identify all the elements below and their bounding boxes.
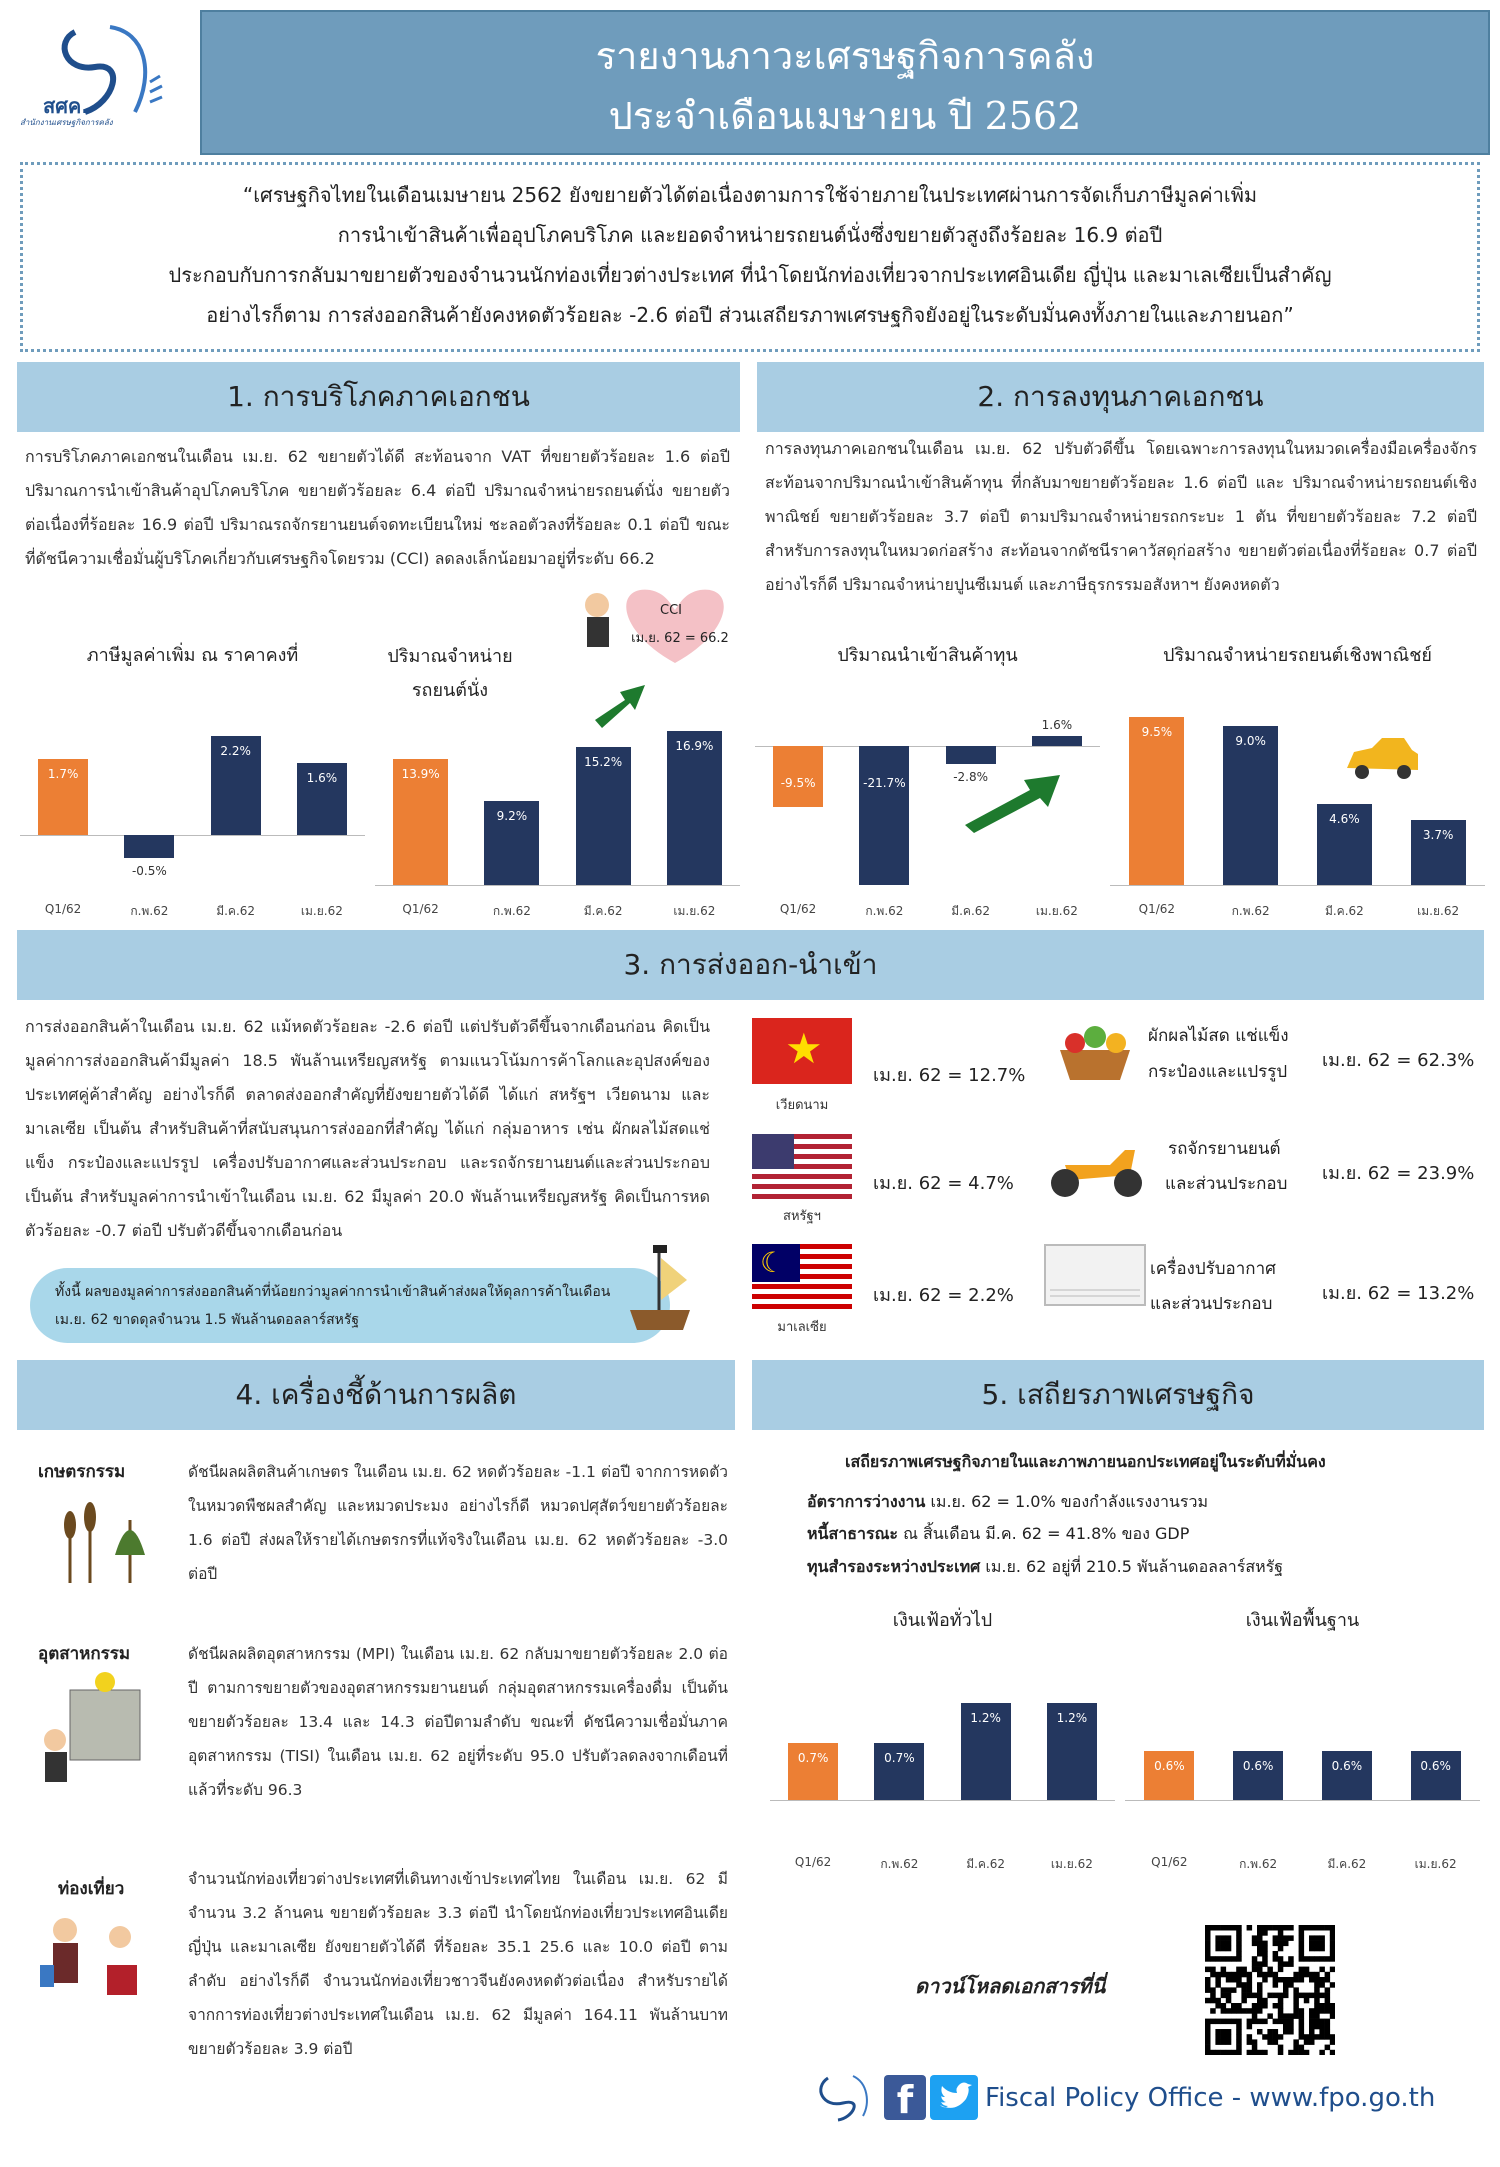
tick-label: มี.ค.62 [1327,1857,1367,1871]
market-name: มาเลเซีย [777,1320,827,1335]
chart-bar [124,835,174,858]
headline-inflation-chart [770,1605,1480,1890]
up-arrow-icon [590,670,650,730]
sec4-heading: 4. เครื่องชี้ด้านการผลิต [17,1360,735,1432]
chart-axis [375,885,740,886]
sec1-heading: 1. การบริโภคภาคเอกชน [17,362,740,434]
qr-code[interactable] [1205,1925,1335,2055]
tick-label: ก.พ.62 [865,904,904,918]
market-value: เม.ย. 62 = 2.2% [873,1285,1014,1306]
chart-title: เงินเฟ้อทั่วไป [892,1610,993,1631]
footer-text[interactable]: Fiscal Policy Office - www.fpo.go.th [985,2083,1436,2113]
data-label: 1.2% [1056,1710,1088,1725]
tick-label: ก.พ.62 [1231,904,1270,918]
market-name: เวียดนาม [775,1098,829,1113]
quote-line: อย่างไรก็ตาม การส่งออกสินค้ายังคงหดตัวร้อยละ -2.6 ต่อปี ส่วนเสถียรภาพเศรษฐกิจยังอยู่ในระดับมั่นคงทั้งภายในและภายนอก” [206,303,1294,327]
download-label: ดาวน์โหลดเอกสารที่นี่ [915,1974,1106,1998]
cci-value: เม.ย. 62 = 66.2 [631,631,729,646]
tick-label: ก.พ.62 [130,904,169,918]
tick-label: ก.พ.62 [1239,1857,1278,1871]
sec2-text: การลงทุนภาคเอกชนในเดือน เม.ย. 62 ปรับตัวดีขึ้น โดยเฉพาะการลงทุนในหมวดเครื่องมือเครื่องจักร สะท้อนจากปริมาณนำเข้าสินค้าทุน ที่กลับมาขยายตัวร้อยละ 1.6 ต่อปี และ ปริมาณจำหน่ายรถยนต์เชิงพาณิชย์ ขยายตัวร้อยละ 3.7 ต่อปี ตามปริมาณจำหน่ายรถกระบะ 1 ตัน ที่ขยายตัวร้อยละ 7.2 ต่อปี สำหรับการลงทุนในหมวดก่อสร้าง สะท้อนจากดัชนีราคาวัสดุก่อสร้าง ขยายตัวต่อเนื่องที่ร้อยละ 0.7 ต่อปี อย่างไรก็ดี ปริมาณจำหน่ายปูนซีเมนต์ และภาษีธุรกรรมอสังหาฯ ยังคงหดตัว [765,439,1477,594]
data-label: 13.9% [401,766,440,781]
data-label: 0.6% [1331,1759,1363,1774]
public-debt-label: หนี้สาธารณะ [807,1524,899,1543]
fpo-logo [15,12,185,152]
unemployment-value: เม.ย. 62 = 1.0% ของกำลังแรงงานรวม [925,1492,1208,1511]
product-name: ผักผลไม้สด แช่แข็ง [1148,1026,1289,1046]
tick-label: เม.ย.62 [673,904,716,918]
tick-label: ก.พ.62 [492,904,531,918]
tick-label: เม.ย.62 [1035,904,1078,918]
quote-line: ประกอบกับการกลับมาขยายตัวของจำนวนนักท่องเที่ยวต่างประเทศ ที่นำโดยนักท่องเที่ยวจากประเทศอินเดีย ญี่ปุ่น และมาเลเซียเป็นสำคัญ [168,263,1332,287]
data-label: 2.2% [220,744,251,758]
motorcycle-icon [1040,1125,1150,1205]
data-label: 3.7% [1422,827,1454,842]
tick-label: มี.ค.62 [966,1857,1006,1871]
fpo-small-logo [808,2068,878,2123]
tourism-text: จำนวนนักท่องเที่ยวต่างประเทศที่เดินทางเข้าประเทศไทย ในเดือน เม.ย. 62 มีจำนวน 3.2 ล้านคน ขยายตัวร้อยละ 3.3 ต่อปี นำโดยนักท่องเที่ยวประเทศอินเดีย ญี่ปุ่น และมาเลเซีย ยังขยายตัวได้ดี ที่ร้อยละ 35.1 25.6 และ 10.0 ต่อปี ตามลำดับ อย่างไรก็ดี จำนวนนักท่องเที่ยวชาวจีนยังคงหดตัวต่อเนื่อง สำหรับรายได้จากการท่องเที่ยวต่างประเทศในเดือน เม.ย. 62 มีมูลค่า 164.11 พันล้านบาท ขยายตัวร้อยละ 3.9 ต่อปี [188,1870,728,2058]
chart-title: ปริมาณนำเข้าสินค้าทุน [837,645,1018,666]
product-name: เครื่องปรับอากาศ [1150,1259,1276,1279]
reserves-label: ทุนสำรองระหว่างประเทศ [807,1557,981,1576]
quote-line: การนำเข้าสินค้าเพื่ออุปโภคบริโภค และยอดจำหน่ายรถยนต์นั่งซึ่งขยายตัวสูงถึงร้อยละ 16.9 ต่อปี [337,223,1163,247]
trade-balance-text: ทั้งนี้ ผลของมูลค่าการส่งออกสินค้าที่น้อยกว่ามูลค่าการนำเข้าสินค้าส่งผลให้ดุลการค้าในเดือนเม.ย. 62 ขาดดุลจำนวน 1.5 พันล้านดอลลาร์สหรัฐ [55,1284,611,1328]
data-label: 9.2% [496,809,528,824]
tick-label: Q1/62 [1151,1855,1188,1869]
industry-label: อุตสาหกรรม [38,1644,131,1664]
public-debt-line [807,1522,1189,1547]
sec1-text: การบริโภคภาคเอกชนในเดือน เม.ย. 62 ขยายตัวได้ดี สะท้อนจาก VAT ที่ขยายตัวร้อยละ 1.6 ต่อปี ปริมาณการนำเข้าสินค้าอุปโภคบริโภค ขยายตัวร้อยละ 6.4 ต่อปี ปริมาณจำหน่ายรถยนต์นั่ง ขยายตัวต่อเนื่องที่ร้อยละ 16.9 ต่อปี ปริมาณรถจักรยานยนต์จดทะเบียนใหม่ ชะลอตัวลงที่ร้อยละ 0.1 ต่อปี ขณะที่ดัชนีความเชื่อมั่นผู้บริโภคเกี่ยวกับเศรษฐกิจโดยรวม (CCI) ลดลงเล็กน้อยมาอยู่ที่ระดับ 66.2 [25,447,730,568]
chart-title: ภาษีมูลค่าเพิ่ม ณ ราคาคงที่ [86,645,299,666]
market-value: เม.ย. 62 = 12.7% [873,1065,1026,1086]
tick-label: เม.ย.62 [300,904,343,918]
chart-bar [1129,717,1184,885]
data-label: 15.2% [584,754,623,769]
data-label: 1.6% [1041,717,1073,732]
product-name: และส่วนประกอบ [1165,1174,1288,1194]
chart-bar [859,746,909,885]
sec2-heading: 2. การลงทุนภาคเอกชน [757,362,1484,434]
industry-text: ดัชนีผลผลิตอุตสาหกรรม (MPI) ในเดือน เม.ย. 62 กลับมาขยายตัวร้อยละ 2.0 ต่อปี ตามการขยายตัวของอุตสาหกรรมยานยนต์ กลุ่มอุตสาหกรรมเครื่องดื่ม เป็นต้น ขยายตัวร้อยละ 13.4 และ 14.3 ต่อปีตามลำดับ ขณะที่ ดัชนีความเชื่อมั่นภาคอุตสาหกรรม (TISI) ในเดือน เม.ย. 62 อยู่ที่ระดับ 95.0 ปรับตัวลดลงจากเดือนที่แล้วที่ระดับ 96.3 [188,1645,728,1799]
tick-label: ก.พ.62 [880,1857,919,1871]
public-debt-value: ณ สิ้นเดือน มี.ค. 62 = 41.8% ของ GDP [898,1524,1190,1543]
chart-bar [1223,726,1278,885]
unemployment-label: อัตราการว่างงาน [807,1492,926,1511]
data-label: -21.7% [863,776,906,790]
malaysia-flag-icon: ☾ [752,1244,852,1310]
logo-sub: สำนักงานเศรษฐกิจการคลัง [20,118,113,127]
agri-text: ดัชนีผลผลิตสินค้าเกษตร ในเดือน เม.ย. 62 หดตัวร้อยละ -1.1 ต่อปี จากการหดตัวในหมวดพืชผลสำคัญ และหมวดประมง อย่างไรก็ดี หมวดปศุสัตว์ขยายตัวร้อยละ 1.6 ต่อปี ส่งผลให้รายได้เกษตรกรที่แท้จริงในเดือน เม.ย. 62 หดตัวร้อยละ -3.0 ต่อปี [188,1463,728,1583]
tick-label: Q1/62 [402,902,439,916]
chart-axis [1125,1800,1480,1801]
air-conditioner-icon [1040,1230,1150,1320]
data-label: -9.5% [780,776,816,790]
data-label: 0.6% [1154,1759,1185,1774]
reserves-line [807,1555,1283,1580]
data-label: 0.6% [1242,1759,1274,1774]
product-value: เม.ย. 62 = 23.9% [1322,1163,1475,1184]
data-label: 1.6% [306,771,338,785]
data-label: -2.8% [953,769,989,784]
chart-title: ปริมาณจำหน่ายรถยนต์เชิงพาณิชย์ [1163,645,1432,666]
rice-plant-icon [55,1495,155,1585]
car-sales-chart [375,640,740,930]
data-label: 9.0% [1235,733,1266,748]
chart-title: ปริมาณจำหน่ายรถยนต์นั่ง [387,646,513,701]
title-line1: รายงานภาวะเศรษฐกิจการคลัง [595,34,1095,78]
tourist-icon [35,1905,155,2005]
commercial-car-chart [1110,640,1485,930]
twitter-icon[interactable] [930,2075,980,2120]
stability-intro: เสถียรภาพเศรษฐกิจภายในและภาพภายนอกประเทศอยู่ในระดับที่มั่นคง [845,1452,1326,1471]
sec3-heading: 3. การส่งออก-นำเข้า [17,930,1484,1002]
data-label: 9.5% [1141,724,1173,739]
chart-bar [946,746,996,764]
tick-label: Q1/62 [779,902,817,916]
vietnam-flag-icon: ★ [752,1018,852,1084]
tick-label: Q1/62 [1138,902,1176,916]
report-title [200,10,1490,155]
cci-label: CCI [660,603,682,618]
product-name: รถจักรยานยนต์ [1168,1139,1281,1159]
ship-icon [625,1240,695,1340]
data-label: 0.7% [797,1751,829,1766]
tick-label: Q1/62 [44,902,82,916]
fruit-basket-icon [1050,1015,1140,1085]
inflation-subchart [770,1605,1115,1890]
data-label: 0.7% [884,1751,915,1766]
vat-chart [20,640,365,930]
facebook-icon[interactable]: f [884,2075,926,2120]
tick-label: เม.ย.62 [1417,904,1460,918]
market-value: เม.ย. 62 = 4.7% [873,1173,1014,1194]
unemployment-line [807,1490,1208,1515]
data-label: 1.2% [970,1710,1001,1725]
chart-bar [667,731,722,885]
chart-title: เงินเฟ้อพื้นฐาน [1245,1610,1360,1631]
product-value: เม.ย. 62 = 62.3% [1322,1050,1475,1071]
tick-label: มี.ค.62 [216,904,256,918]
agri-label: เกษตรกรรม [38,1462,126,1482]
chart-bar [1032,736,1082,746]
inflation-subchart [1125,1605,1480,1890]
summary-quote [20,162,1480,352]
tick-label: Q1/62 [794,1855,832,1869]
tick-label: เม.ย.62 [1414,1857,1457,1871]
tick-label: มี.ค.62 [583,904,623,918]
data-label: 1.7% [47,766,79,781]
car-icon [1342,730,1422,785]
logo-text: สศค. [43,94,89,118]
reserves-value: เม.ย. 62 อยู่ที่ 210.5 พันล้านดอลลาร์สหรัฐ [980,1557,1284,1576]
sec5-heading: 5. เสถียรภาพเศรษฐกิจ [752,1360,1484,1432]
sec3-text: การส่งออกสินค้าในเดือน เม.ย. 62 แม้หดตัวร้อยละ -2.6 ต่อปี แต่ปรับตัวดีขึ้นจากเดือนก่อน คิดเป็นมูลค่าการส่งออกสินค้ามีมูลค่า 18.5 พันล้านเหรียญสหรัฐ ตามแนวโน้มการค้าโลกและอุปสงค์ของประเทศคู่ค้าสำคัญ อย่างไรก็ดี ตลาดส่งออกสำคัญที่ยังขยายตัวได้ดี ได้แก่ สหรัฐฯ เวียดนาม และมาเลเซีย เป็นต้น สำหรับสินค้าที่สนับสนุนการส่งออกที่สำคัญ ได้แก่ กลุ่มอาหาร เช่น ผักผลไม้สดแช่แข็ง กระป๋องและแปรรูป เครื่องปรับอากาศและส่วนประกอบ และรถจักรยานยนต์และส่วนประกอบ เป็นต้น สำหรับมูลค่าการนำเข้าในเดือน เม.ย. 62 มีมูลค่า 20.0 พันล้านเหรียญสหรัฐ คิดเป็นการหดตัวร้อยละ -0.7 ต่อปี ปรับตัวดีขึ้นจากเดือนก่อน [25,1017,710,1240]
tourism-label: ท่องเที่ยว [58,1879,125,1899]
product-value: เม.ย. 62 = 13.2% [1322,1283,1475,1304]
title-line2: ประจำเดือนเมษายน ปี 2562 [608,94,1082,138]
up-arrow-icon [960,765,1065,835]
industry-icon [35,1670,165,1790]
chart-axis [770,1800,1115,1801]
chart-axis [1110,885,1485,886]
product-name: กระป๋องและแปรรูป [1148,1062,1288,1082]
data-label: 0.6% [1420,1759,1451,1774]
quote-line: “เศรษฐกิจไทยในเดือนเมษายน 2562 ยังขยายตัวได้ต่อเนื่องตามการใช้จ่ายภายในประเทศผ่านการจัดเก็บภาษีมูลค่าเพิ่ม [242,183,1258,207]
tick-label: เม.ย.62 [1050,1857,1093,1871]
data-label: 16.9% [675,739,714,754]
market-name: สหรัฐฯ [783,1209,821,1224]
usa-flag-icon [752,1134,852,1200]
chart-axis [20,835,365,836]
product-name: และส่วนประกอบ [1150,1294,1273,1314]
data-label: 4.6% [1329,811,1360,826]
data-label: -0.5% [131,863,167,878]
tick-label: มี.ค.62 [951,904,991,918]
tick-label: มี.ค.62 [1324,904,1364,918]
